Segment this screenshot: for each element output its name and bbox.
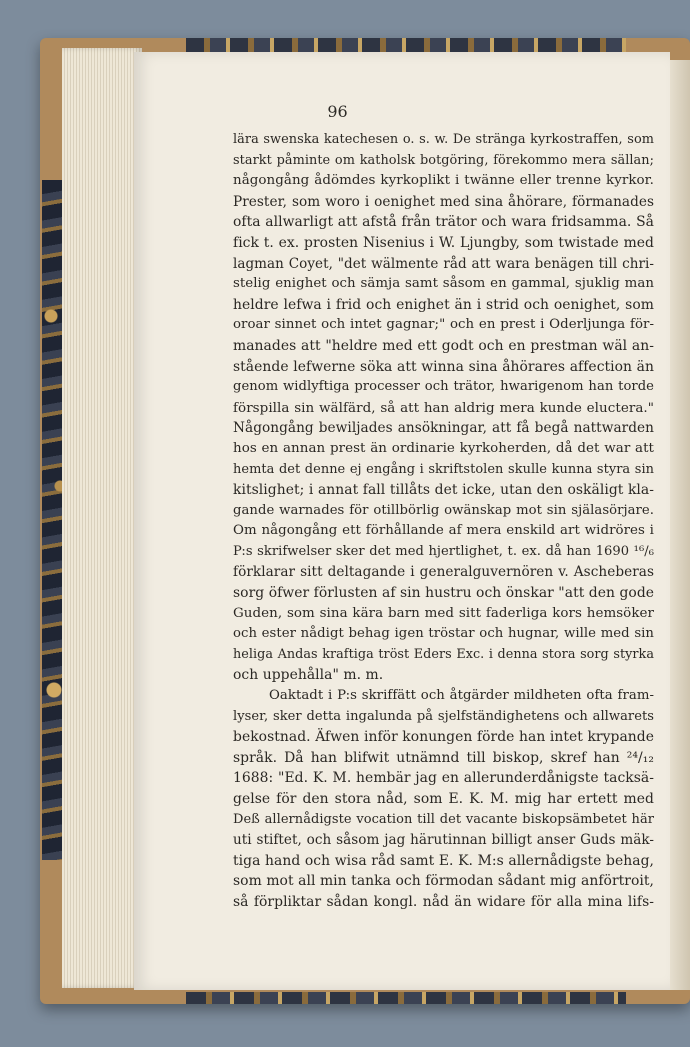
- text-line: heldre lefwa i frid och enighet än i strid och oenighet, som: [233, 296, 654, 313]
- text-line: P:s skrifwelser sker det med hjertlighet, t. ex. då han 1690 ¹⁶/₆: [233, 543, 654, 559]
- text-line: gande warnades för otillbörlig owänskap mot sin själasörjare.: [233, 502, 654, 518]
- text-line: tiga hand och wisa råd samt E. K. M:s allernådigste behag,: [233, 852, 654, 869]
- page-number: 96: [327, 102, 348, 121]
- text-line: hos en annan prest än ordinarie kyrkoherden, då det war att: [233, 440, 654, 456]
- text-line: genom widlyftiga processer och trätor, hwarigenom han torde: [233, 379, 654, 395]
- text-line: oroar sinnet och intet gagnar;" och en prest i Oderljunga för-: [233, 317, 654, 333]
- text-line: manades att "heldre med ett godt och en prestman wäl an-: [233, 337, 654, 354]
- marbled-edge-top: [186, 38, 626, 52]
- text-line: lära swenska katechesen o. s. w. De stränga kyrkostraffen, som: [233, 132, 654, 147]
- text-line: gelse för den stora nåd, som E. K. M. mig har ertett med: [233, 791, 654, 807]
- text-line: heliga Andas kraftiga tröst Eders Exc. i denna stora sorg styrka: [233, 646, 654, 662]
- text-line: uti stiftet, och såsom jag härutinnan billigt anser Guds mäk-: [233, 832, 654, 849]
- text-line: Någongång bewiljades ansökningar, att få begå nattwarden: [233, 420, 654, 437]
- text-line: lagman Coyet, "det wälmente råd att wara benägen till chri-: [233, 255, 654, 272]
- text-line: Prester, som woro i oenighet med sina åhörare, förmanades: [233, 193, 654, 210]
- body-text: [233, 130, 654, 913]
- text-line: stelig enighet och sämja samt såsom en gammal, sjuklig man: [233, 276, 654, 292]
- page-stack: [62, 48, 142, 988]
- text-line: kitslighet; i annat fall tillåts det icke, utan den oskäligt kla-: [233, 482, 654, 499]
- text-line: Guden, som sina kära barn med sitt faderliga kors hemsöker: [233, 605, 654, 621]
- text-line: språk. Då han blifwit utnämnd till biskop, skref han ²⁴/₁₂: [233, 749, 654, 766]
- text-line: bekostnad. Äfwen inför konungen förde han intet krypande: [233, 729, 654, 746]
- text-line: som mot all min tanka och förmodan sådant mig anförtroit,: [233, 873, 654, 890]
- text-line: lyser, sker detta ingalunda på sjelfständighetens och allwarets: [233, 708, 654, 724]
- text-line: så förpliktar sådan kongl. nåd än widare för alla mina lifs-: [233, 893, 654, 910]
- text-line: Om någongång ett förhållande af mera enskild art widröres i: [233, 523, 654, 539]
- marbled-edge-bottom: [186, 992, 626, 1004]
- text-line: och ester nådigt behag igen tröstar och hugnar, wille med sin: [233, 626, 654, 642]
- right-page-edge: [670, 60, 690, 990]
- text-line: Oaktadt i P:s skriffätt och åtgärder mildheten ofta fram-: [269, 688, 654, 704]
- text-line: sorg öfwer förlusten af sin hustru och önskar "att den gode: [233, 585, 655, 602]
- text-line: fick t. ex. prosten Nisenius i W. Ljungby, som twistade med: [233, 234, 654, 251]
- text-line: Deß allernådigste vocation till det vacante biskopsämbetet här: [233, 811, 654, 827]
- text-line: stående lefwerne söka att winna sina åhörares affection än: [233, 358, 654, 375]
- text-line: förspilla sin wälfärd, så att han aldrig mera kunde eluctera.": [233, 399, 654, 416]
- text-line: förklarar sitt deltagande i generalguvernören v. Ascheberas: [233, 564, 654, 581]
- text-line: hemta det denne ej engång i skriftstolen skulle kunna styra sin: [233, 461, 654, 477]
- text-line: någongång ådömdes kyrkoplikt i twänne eller trenne kyrkor.: [233, 173, 654, 189]
- text-line: ofta allwarligt att afstå från trätor och wara fridsamma. Så: [233, 214, 654, 231]
- text-line: 1688: "Ed. K. M. hembär jag en allerunderdånigste tacksä-: [233, 770, 654, 787]
- text-line: och uppehålla" m. m.: [233, 667, 384, 684]
- text-line: starkt påminte om katholsk botgöring, förekommo mera sällan;: [233, 152, 654, 168]
